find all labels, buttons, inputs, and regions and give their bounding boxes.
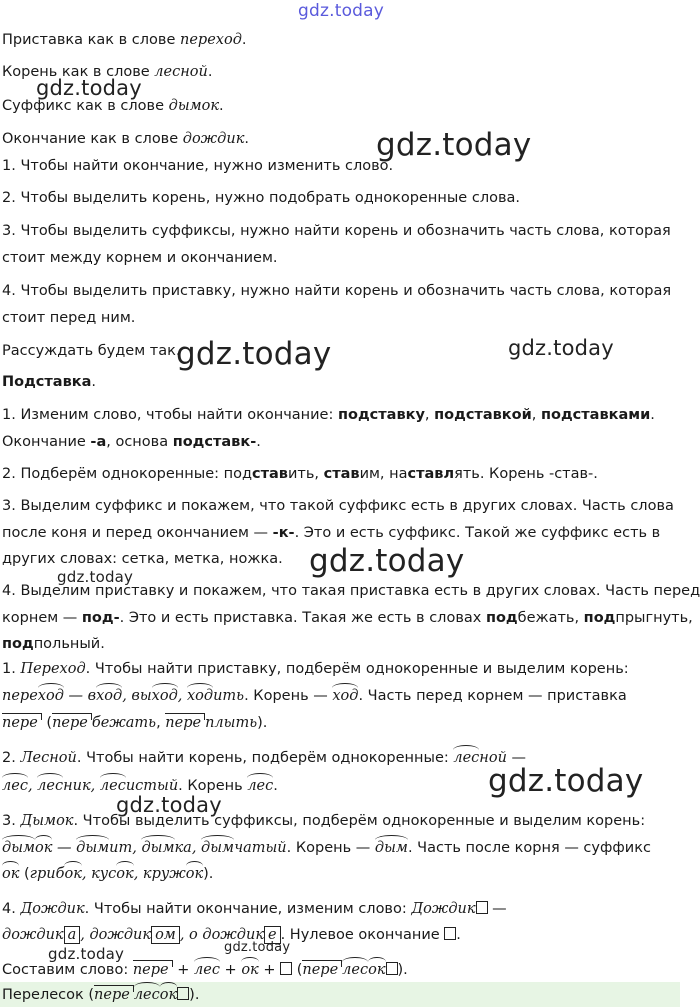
podstavka-title: Подставка. [2, 374, 97, 390]
podstavka-step4-line3: подпольный. [2, 636, 105, 652]
empty-ending-box [280, 962, 292, 975]
watermark: gdz.today [309, 543, 465, 579]
watermark: gdz.today [488, 763, 644, 799]
ex1-line2: переход — вход, выход, ходить. Корень — ход. Часть перед корнем — приставка [2, 688, 627, 704]
podstavka-step4: 4. Выделим приставку и покажем, что такая приставка есть в других словах. Часть перед [2, 583, 700, 599]
watermark: gdz.today [298, 1, 385, 21]
watermark: gdz.today [116, 793, 222, 817]
watermark: gdz.today [176, 336, 332, 372]
podstavka-step3: 3. Выделим суффикс и покажем, что такой суффикс есть в других словах. Часть слова [2, 498, 674, 514]
rule-line: 3. Чтобы выделить суффиксы, нужно найти корень и обозначить часть слова, которая [2, 223, 671, 239]
ex4-line2: дождик а , дождик ом , о дождик е . Нулевое окончание . [2, 927, 461, 943]
rule-line: 4. Чтобы выделить приставку, нужно найти корень и обозначить часть слова, которая [2, 283, 672, 299]
ex2-line2: лес, лесник, лесистый. Корень лес. [2, 778, 278, 794]
podstavka-step3-line2: после коня и перед окончанием — -к-. Это и есть суффикс. Такой же суффикс есть в [2, 525, 661, 541]
watermark: gdz.today [36, 76, 142, 100]
watermark: gdz.today [376, 127, 532, 163]
podstavka-step1: 1. Изменим слово, чтобы найти окончание: подставку, подставкой, подставками. [2, 407, 655, 423]
intro-root-line: Корень как в слове лесной. [2, 64, 213, 80]
ex4-line1: 4. Дождик. Чтобы найти окончание, изменим слово: Дождик — [2, 901, 507, 917]
empty-ending-box [386, 962, 398, 975]
intro-suffix-line: Суффикс как в слове дымок. [2, 98, 224, 114]
rule-line: стоит между корнем и окончанием. [2, 250, 278, 266]
reason-line: Рассуждать будем так. [2, 343, 181, 359]
rule-line: стоит перед ним. [2, 310, 136, 326]
empty-ending-box [177, 987, 189, 1000]
empty-ending-box [476, 901, 488, 914]
ex3-line3: ок (грибок, кусок, кружок). [2, 866, 214, 882]
answer-line: Перелесок (пере лесок ). [2, 987, 200, 1003]
ex3-line2: дымок — дымит, дымка, дымчатый. Корень — дым. Часть после корня — суффикс [2, 840, 651, 856]
podstavka-step3-line3: других словах: сетка, метка, ножка. [2, 551, 283, 567]
podstavka-step4-line2: корнем — под-. Это и есть приставка. Такая же есть в словах подбежать, подпрыгнуть, [2, 610, 693, 626]
rule-line: 1. Чтобы найти окончание, нужно изменить слово. [2, 158, 394, 174]
ex1-line3: пере (пере бежать, пере плыть). [2, 715, 268, 731]
watermark: gdz.today [508, 336, 614, 360]
ex2-line1: 2. Лесной. Чтобы найти корень, подберём однокоренные: лесной — [2, 750, 527, 766]
watermark: gdz.today [224, 940, 291, 955]
watermark: gdz.today [48, 945, 125, 963]
rule-line: 2. Чтобы выделить корень, нужно подобрать однокоренные слова. [2, 190, 520, 206]
watermark: gdz.today [57, 568, 134, 586]
podstavka-step1-ending: Окончание -а, основа подставк-. [2, 434, 261, 450]
podstavka-step2: 2. Подберём однокоренные: подставить, ставим, наставлять. Корень -став-. [2, 466, 598, 482]
intro-prefix-line: Приставка как в слове переход. [2, 32, 247, 48]
ex3-line1: 3. Дымок. Чтобы выделить суффиксы, подберём однокоренные и выделим корень: [2, 813, 646, 829]
compose-line: Составим слово: пере + лес + ок + (пере лесок ). [2, 962, 408, 978]
intro-ending-line: Окончание как в слове дождик. [2, 131, 249, 147]
ex1-line1: 1. Переход. Чтобы найти приставку, подберём однокоренные и выделим корень: [2, 661, 629, 677]
empty-ending-box [444, 927, 456, 940]
